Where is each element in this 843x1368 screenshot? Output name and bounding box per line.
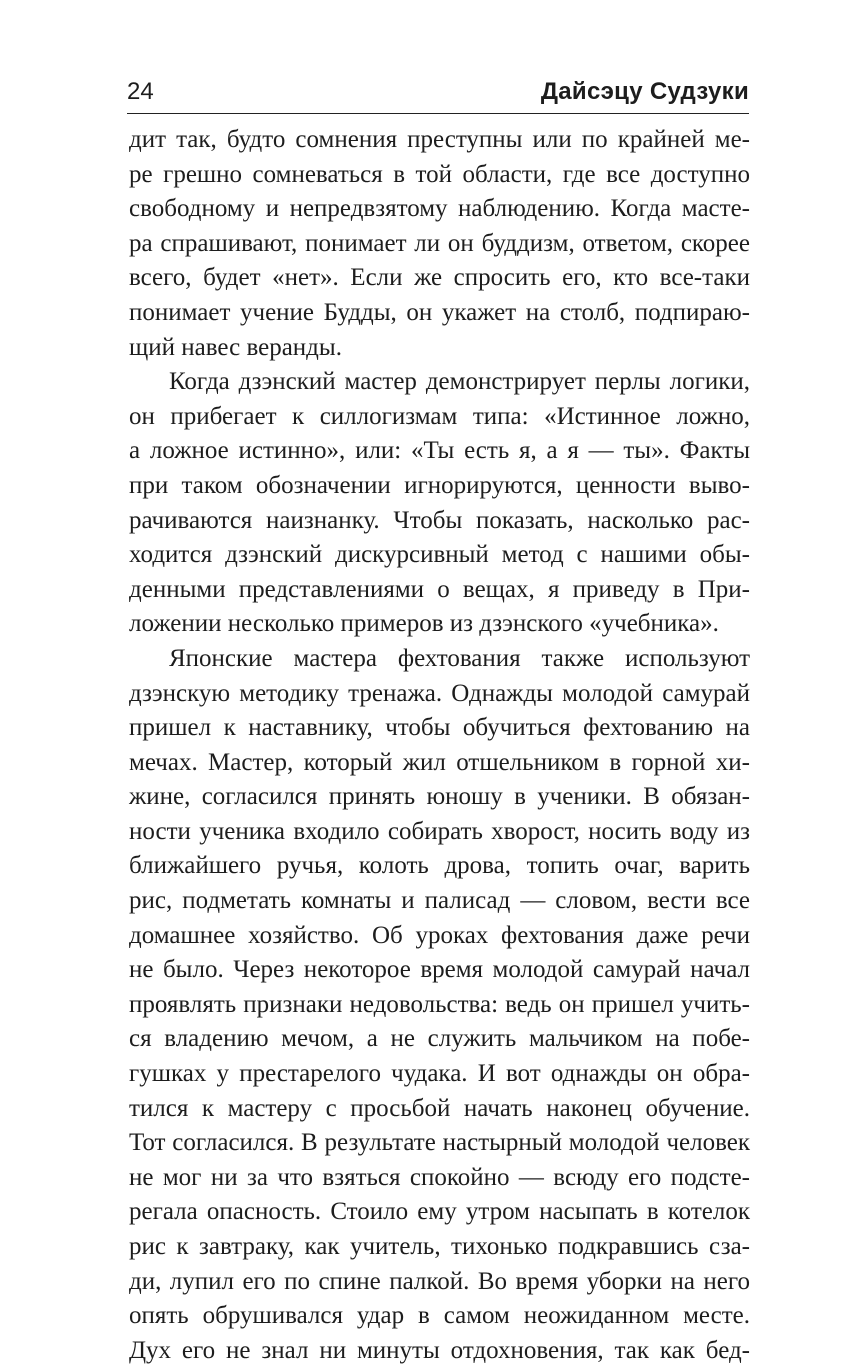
paragraph — [129, 123, 750, 365]
text-line: ди, лупил его по спине палкой. Во время уборки на него — [129, 1267, 750, 1295]
text-line: ходится дзэнский дискурсивный метод с нашими обы- — [129, 541, 750, 569]
text-line: Тот согласился. В результате настырный молодой человек — [129, 1129, 750, 1157]
text-line: ности ученика входило собирать хворост, носить воду из — [129, 817, 750, 845]
text-line: рис к завтраку, как учитель, тихонько подкравшись сза- — [129, 1233, 750, 1260]
text-line: ре грешно сомневаться в той области, где все доступно — [129, 160, 750, 188]
text-line: проявлять признаки недовольства: ведь он пришел учить- — [129, 990, 750, 1018]
text-line: домашнее хозяйство. Об уроках фехтования даже речи — [129, 921, 750, 949]
body-text — [129, 123, 750, 1368]
text-line: рис, подметать комнаты и палисад — словом, вести все — [129, 887, 750, 915]
text-line: щий навес веранды. — [129, 333, 342, 361]
paragraph — [129, 642, 750, 1368]
text-line: рачиваются наизнанку. Чтобы показать, насколько рас- — [129, 506, 750, 534]
text-line: при таком обозначении игнорируются, ценности выво- — [129, 471, 750, 499]
text-line: регала опасность. Стоило ему утром насыпать в котелок — [129, 1198, 750, 1226]
text-line: ра спрашивают, понимает ли он буддизм, ответом, скорее — [129, 229, 750, 257]
header-divider — [127, 113, 749, 114]
text-line: опять обрушивался удар в самом неожиданном месте. — [129, 1302, 750, 1330]
text-line: денными представлениями о вещах, я приведу в При- — [129, 575, 750, 603]
text-line: ложении несколько примеров из дзэнского «учебника». — [129, 610, 719, 638]
text-line: не мог ни за что взяться спокойно — всюду его подсте- — [129, 1163, 750, 1191]
text-line: всего, будет «нет». Если же спросить его, кто все-таки — [129, 264, 750, 292]
text-line: он прибегает к силлогизмам типа: «Истинное ложно, — [129, 402, 750, 430]
text-line: ся владению мечом, а не служить мальчиком на побе- — [129, 1025, 750, 1053]
text-line: жине, согласился принять юношу в ученики. В обязан- — [129, 783, 750, 811]
text-line: Японские мастера фехтования также используют — [169, 644, 750, 672]
text-line: Дух его не знал ни минуты отдохновения, так как бед- — [129, 1336, 750, 1364]
paragraph — [129, 365, 750, 642]
text-line: а ложное истинно», или: «Ты есть я, а я — ты». Факты — [129, 437, 750, 465]
text-line: пришел к наставнику, чтобы обучиться фехтованию на — [129, 714, 750, 742]
text-line: не было. Через некоторое время молодой самурай начал — [129, 956, 750, 984]
text-line: ближайшего ручья, колоть дрова, топить очаг, варить — [129, 852, 750, 880]
running-head: Дайсэцу Судзуки — [540, 78, 749, 105]
page-number: 24 — [127, 78, 154, 105]
text-line: свободному и непредвзятому наблюдению. Когда масте- — [129, 195, 750, 223]
text-line: Когда дзэнский мастер демонстрирует перлы логики, — [169, 368, 750, 396]
text-line: тился к мастеру с просьбой начать наконец обучение. — [129, 1094, 750, 1122]
text-line: гушках у престарелого чудака. И вот однажды он обра- — [129, 1060, 750, 1088]
text-line: мечах. Мастер, который жил отшельником в горной хи- — [129, 748, 750, 776]
text-line: дит так, будто сомнения преступны или по крайней ме- — [129, 126, 750, 153]
page-header — [127, 72, 749, 112]
text-line: дзэнскую методику тренажа. Однажды молодой самурай — [129, 679, 750, 707]
text-line: понимает учение Будды, он укажет на столб, подпираю- — [129, 298, 750, 326]
